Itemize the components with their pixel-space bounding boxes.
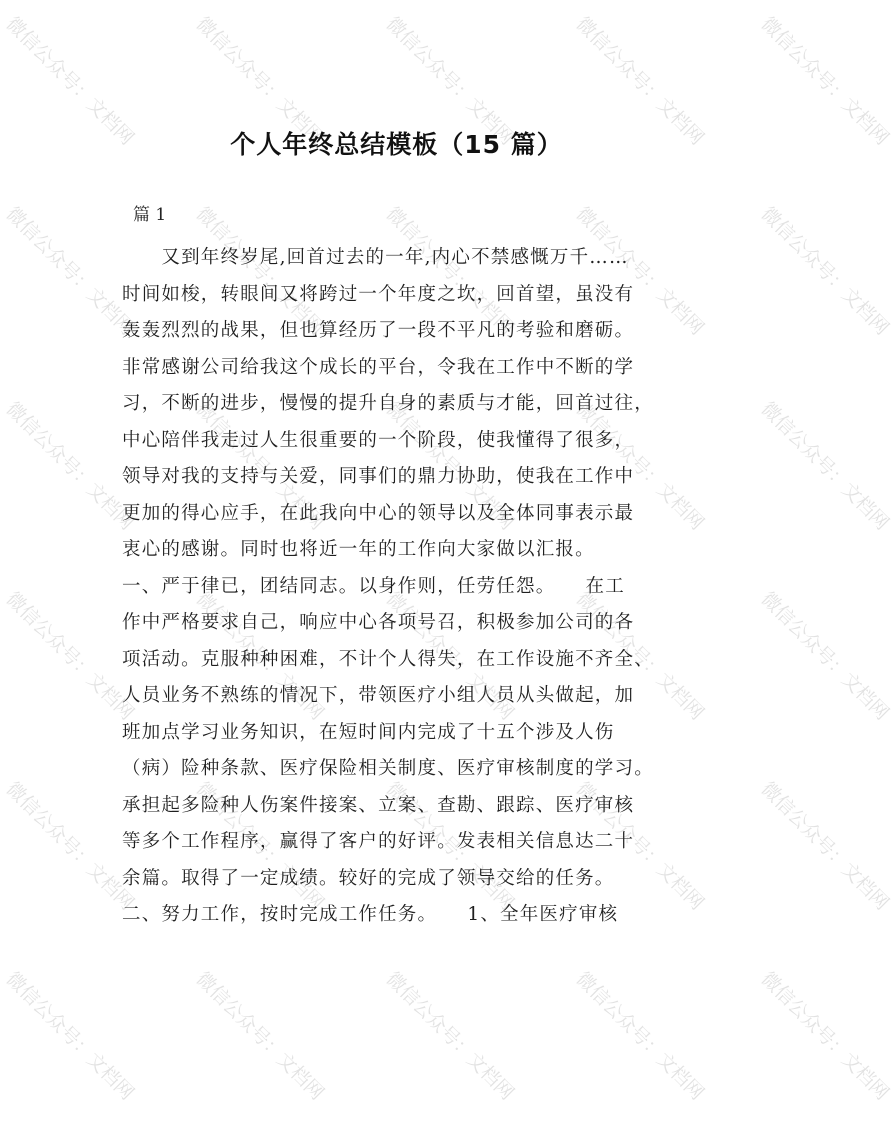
body-line: 二、努力工作，按时完成工作任务。 1、全年医疗审核 [122, 904, 619, 925]
body-line: （病）险种条款、医疗保险相关制度、医疗审核制度的学习。 [122, 758, 654, 779]
body-line: 一、严于律已，团结同志。以身作则，任劳任怨。 在工 [122, 575, 625, 597]
body-line: 习，不断的进步，慢慢的提升自身的素质与才能，回首过往， [122, 393, 654, 414]
watermark: 微信公众号：文档网 [191, 202, 329, 340]
watermark: 微信公众号：文档网 [381, 202, 519, 340]
body-line: 人员业务不熟练的情况下，带领医疗小组人员从头做起，加 [122, 685, 635, 706]
watermark: 微信公众号：文档网 [191, 587, 329, 725]
watermark: 微信公众号：文档网 [381, 777, 519, 915]
document-body [122, 240, 682, 934]
body-line: 轰轰烈烈的战果，但也算经历了一段不平凡的考验和磨砺。 [122, 320, 635, 341]
watermark: 微信公众号：文档网 [191, 967, 329, 1105]
watermark: 微信公众号：文档网 [756, 202, 894, 340]
watermark: 微信公众号：文档网 [381, 397, 519, 535]
watermark: 微信公众号：文档网 [756, 12, 894, 150]
watermark: 微信公众号：文档网 [571, 397, 709, 535]
watermark: 微信公众号：文档网 [1, 777, 139, 915]
body-line: 非常感谢公司给我这个成长的平台，令我在工作中不断的学 [122, 356, 635, 378]
body-line: 承担起多险种人伤案件接案、立案、查勘、跟踪、医疗审核 [122, 794, 635, 816]
watermark: 微信公众号：文档网 [1, 967, 139, 1105]
watermark: 微信公众号：文档网 [571, 587, 709, 725]
body-line: 等多个工作程序，赢得了客户的好评。发表相关信息达二十 [122, 831, 635, 852]
watermark: 微信公众号：文档网 [756, 397, 894, 535]
watermark: 微信公众号：文档网 [1, 587, 139, 725]
body-line: 时间如梭，转眼间又将跨过一个年度之坎，回首望，虽没有 [122, 283, 635, 305]
watermark: 微信公众号：文档网 [191, 777, 329, 915]
watermark: 微信公众号：文档网 [571, 777, 709, 915]
watermark: 微信公众号：文档网 [191, 12, 329, 150]
watermark: 微信公众号：文档网 [1, 202, 139, 340]
watermark: 微信公众号：文档网 [756, 967, 894, 1105]
body-line: 衷心的感谢。同时也将近一年的工作向大家做以汇报。 [122, 539, 595, 560]
watermark: 微信公众号：文档网 [1, 397, 139, 535]
watermark: 微信公众号：文档网 [191, 397, 329, 535]
body-line: 更加的得心应手，在此我向中心的领导以及全体同事表示最 [122, 502, 635, 524]
body-line: 领导对我的支持与关爱，同事们的鼎力协助，使我在工作中 [122, 466, 635, 487]
body-line: 中心陪伴我走过人生很重要的一个阶段，使我懂得了很多， [122, 429, 635, 451]
document-title: 个人年终总结模板（15 篇） [230, 130, 563, 159]
section-label: 篇 1 [133, 205, 167, 225]
body-line: 又到年终岁尾,回首过去的一年,内心不禁感慨万千…… [122, 247, 629, 268]
watermark: 微信公众号：文档网 [571, 12, 709, 150]
body-line: 项活动。克服种种困难，不计个人得失，在工作设施不齐全、 [122, 648, 654, 670]
watermark: 微信公众号：文档网 [1, 12, 139, 150]
watermark: 微信公众号：文档网 [571, 202, 709, 340]
body-line: 作中严格要求自己，响应中心各项号召，积极参加公司的各 [122, 612, 635, 633]
watermark: 微信公众号：文档网 [571, 967, 709, 1105]
watermark: 微信公众号：文档网 [381, 967, 519, 1105]
watermark: 微信公众号：文档网 [756, 587, 894, 725]
body-line: 班加点学习业务知识，在短时间内完成了十五个涉及人伤 [122, 721, 615, 743]
body-line: 余篇。取得了一定成绩。较好的完成了领导交给的任务。 [122, 867, 615, 889]
watermark: 微信公众号：文档网 [756, 777, 894, 915]
watermark: 微信公众号：文档网 [381, 12, 519, 150]
watermark: 微信公众号：文档网 [381, 587, 519, 725]
